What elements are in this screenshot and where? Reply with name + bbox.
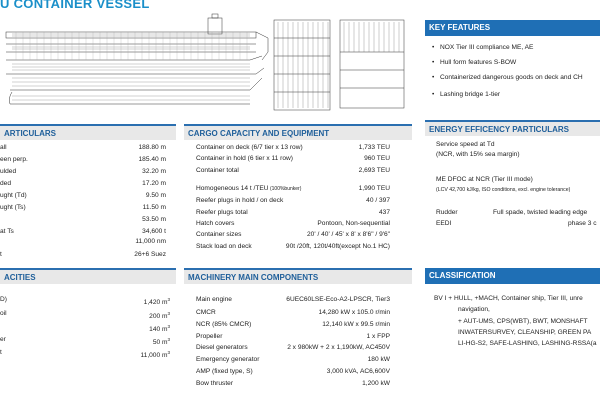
- capacity-unit-exponent: 3: [167, 337, 170, 342]
- energy-header: ENERGY EFFICENCY PARTICULARS: [425, 120, 600, 136]
- cargo-value: 437: [378, 209, 390, 216]
- page-title: U CONTAINER VESSEL: [0, 0, 150, 11]
- capacity-value-text: 140 m: [149, 326, 168, 334]
- dfoc-note: (LCV 42,700 kJ/kg, ISO conditions, excl. engine tolerance): [436, 187, 571, 193]
- machinery-label: CMCR: [196, 309, 216, 316]
- capacity-unit-exponent: 3: [167, 297, 170, 302]
- service-speed-label: Service speed at Td: [436, 141, 495, 148]
- capacity-value-text: 11,000 m: [140, 352, 168, 360]
- particular-label: een perp.: [0, 156, 28, 163]
- dfoc-label: ME DFOC at NCR (Tier III mode): [436, 176, 533, 183]
- particular-label: ught (Td): [0, 192, 27, 199]
- particular-label: t: [0, 251, 2, 258]
- capacity-unit-exponent: 3: [167, 311, 170, 316]
- machinery-label: Diesel generators: [196, 344, 248, 351]
- machinery-value: 12,140 kW x 99.5 r/min: [322, 321, 390, 328]
- capacity-unit-exponent: 3: [167, 350, 170, 355]
- key-feature-item: • NOX Tier III compliance ME, AE: [440, 44, 533, 52]
- particular-value: 26+6 Suez: [134, 251, 166, 258]
- machinery-value: 1,200 kW: [362, 380, 390, 387]
- capacity-value: [144, 296, 170, 307]
- key-features-header: KEY FEATURES: [425, 20, 600, 36]
- particular-label: ught (Ts): [0, 204, 26, 211]
- particular-label: at Ts: [0, 228, 14, 235]
- capacity-label: D): [0, 296, 7, 303]
- rudder-label: Rudder: [436, 209, 458, 216]
- particular-label: ded: [0, 180, 12, 187]
- capacity-value: [149, 323, 170, 334]
- eedi-label: EEDI: [436, 220, 452, 227]
- classification-header: CLASSIFICATION: [425, 268, 600, 284]
- particular-value: 11,000 nm: [135, 238, 166, 245]
- service-speed-note: (NCR, with 15% sea margin): [436, 151, 520, 158]
- cargo-value: 90t /20ft, 120t/40ft(except No.1 HC): [285, 243, 390, 250]
- cargo-label-text: Homogeneous 14 t /TEU: [196, 185, 269, 192]
- cargo-label-text: Container sizes: [196, 231, 242, 238]
- cargo-label-note: (100%bunker): [268, 186, 302, 192]
- key-feature-item: • Containerized dangerous goods on deck and CH: [440, 74, 583, 82]
- capacity-value: [149, 310, 170, 321]
- machinery-label: Emergency generator: [196, 356, 260, 363]
- cargo-value: 2,693 TEU: [358, 167, 390, 174]
- cargo-label: [196, 197, 283, 205]
- machinery-value: 1 x FPP: [366, 333, 390, 340]
- machinery-label: Propeller: [196, 333, 223, 340]
- cargo-label: [196, 155, 293, 163]
- cargo-label: [196, 220, 234, 228]
- classification-line: BV I + HULL, +MACH, Container ship, Tier III, unre: [434, 295, 583, 302]
- eedi-value: phase 3 c: [568, 220, 597, 227]
- rudder-value: Full spade, twisted leading edge: [493, 209, 588, 216]
- cargo-value: 960 TEU: [364, 155, 390, 162]
- vessel-arrangement-drawing: [0, 12, 410, 112]
- particular-value: 185.40 m: [138, 156, 166, 163]
- classification-line: navigation,: [458, 306, 490, 313]
- capacity-value-text: 200 m: [149, 313, 168, 321]
- cargo-label-text: Reefer plugs total: [196, 209, 248, 216]
- key-feature-item: • Hull form features S-BOW: [440, 59, 516, 67]
- cargo-value: 20' / 40' / 45' x 8' x 8'6" / 9'6": [307, 231, 390, 238]
- capacity-label: t: [0, 349, 2, 356]
- classification-line: INWATERSURVEY, CLEANSHIP, GREEN PA: [458, 329, 592, 336]
- capacity-value: [140, 349, 170, 360]
- machinery-value: 14,280 kW x 105.0 r/min: [318, 309, 390, 316]
- key-feature-item: • Lashing bridge 1-tier: [440, 91, 500, 99]
- particular-value: 32.20 m: [142, 168, 166, 175]
- cargo-label-text: Stack load on deck: [196, 243, 252, 250]
- machinery-header: MACHINERY MAIN COMPONENTS: [184, 268, 412, 284]
- machinery-label: AMP (fixed type, S): [196, 368, 253, 375]
- machinery-label: Bow thruster: [196, 380, 234, 387]
- particular-label: all: [0, 144, 7, 151]
- particular-value: 9.50 m: [145, 192, 166, 199]
- cargo-label: [196, 243, 252, 251]
- capacity-value-text: 1,420 m: [143, 299, 168, 307]
- cargo-value: Pontoon, Non-sequential: [317, 220, 390, 227]
- cargo-header: CARGO CAPACITY AND EQUIPMENT: [184, 124, 412, 140]
- cargo-label: [196, 144, 303, 152]
- capacity-value: [153, 336, 170, 347]
- machinery-value: 3,000 kVA, AC6,600V: [326, 368, 390, 375]
- cargo-label-text: Container on deck (6/7 tier x 13 row): [196, 144, 303, 151]
- particular-value: 53.50 m: [142, 216, 166, 223]
- cargo-value: 1,990 TEU: [358, 185, 390, 192]
- classification-line: + AUT-UMS, CPS(WBT), BWT, MONSHAFT: [458, 318, 588, 325]
- cargo-value: 1,733 TEU: [358, 144, 390, 151]
- particular-value: 188.80 m: [138, 144, 166, 151]
- machinery-value: 6UEC60LSE-Eco-A2-LPSCR, Tier3: [286, 296, 390, 303]
- cargo-label: [196, 209, 248, 217]
- capacities-header: ACITIES: [0, 268, 176, 284]
- particular-value: 34,600 t: [142, 228, 166, 235]
- classification-line: LI-HG-S2, SAFE-LASHING, LASHING-RSSA(a: [458, 340, 597, 347]
- cargo-label-text: Hatch covers: [196, 220, 235, 227]
- capacity-label: er: [0, 336, 6, 343]
- particular-value: 11.50 m: [142, 204, 166, 211]
- particular-label: ulded: [0, 168, 17, 175]
- cargo-label: [196, 185, 301, 193]
- capacity-label: oil: [0, 310, 7, 317]
- cargo-label-text: Reefer plugs in hold / on deck: [196, 197, 284, 204]
- machinery-label: NCR (85% CMCR): [196, 321, 252, 328]
- cargo-value: 40 / 397: [366, 197, 390, 204]
- cargo-label-text: Container total: [196, 167, 239, 174]
- particulars-header: ARTICULARS: [0, 124, 176, 140]
- cargo-label: [196, 167, 239, 175]
- capacity-unit-exponent: 3: [167, 324, 170, 329]
- cargo-label: [196, 231, 241, 239]
- cargo-label-text: Container in hold (6 tier x 11 row): [196, 155, 293, 162]
- machinery-value: 2 x 980kW + 2 x 1,190kW, AC450V: [287, 344, 390, 351]
- particular-value: 17.20 m: [142, 180, 166, 187]
- capacity-value-text: 50 m: [152, 339, 168, 347]
- machinery-value: 180 kW: [367, 356, 390, 363]
- machinery-label: Main engine: [196, 296, 232, 303]
